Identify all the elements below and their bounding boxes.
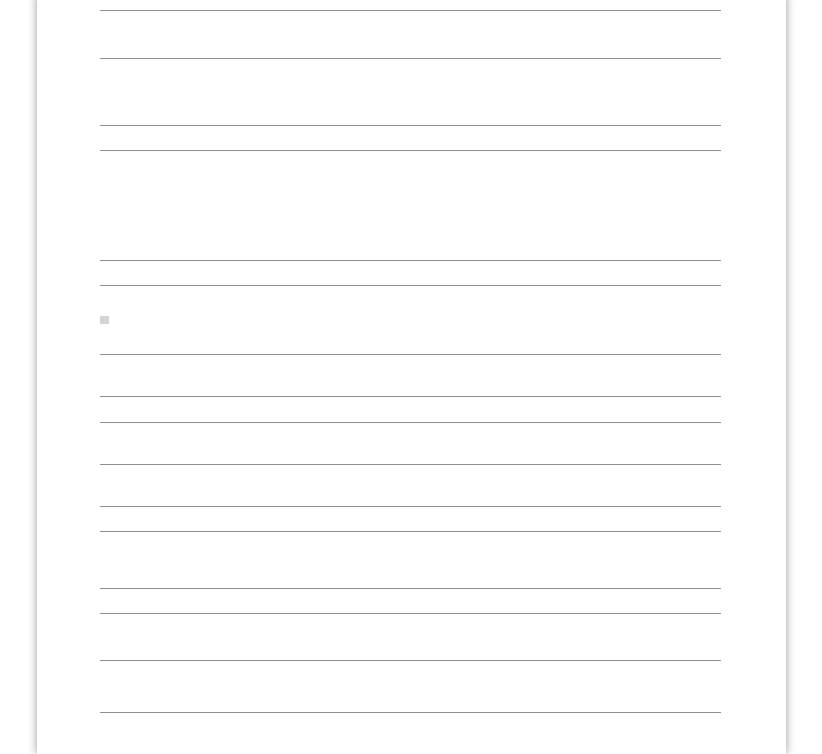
section-header <box>100 316 109 324</box>
row-label <box>100 634 283 640</box>
table-row <box>100 614 721 661</box>
row-label <box>100 89 283 95</box>
row-label <box>100 516 283 522</box>
row-label <box>100 684 283 690</box>
row-label <box>100 203 283 209</box>
document-page <box>37 0 786 754</box>
table-row <box>100 355 721 397</box>
row-label <box>100 441 283 447</box>
row-label <box>100 483 283 489</box>
results-table <box>100 0 721 713</box>
table-row <box>100 661 721 713</box>
row-label <box>100 270 283 276</box>
row-label <box>100 407 283 413</box>
table-row <box>100 532 721 589</box>
subsection-label <box>100 373 721 379</box>
row-label <box>100 32 283 38</box>
table-row <box>100 286 721 355</box>
table-row <box>100 126 721 151</box>
table-row <box>100 423 721 465</box>
table-row <box>100 59 721 126</box>
table-row <box>100 0 721 11</box>
table-row <box>100 589 721 614</box>
table-row <box>100 11 721 59</box>
row-label <box>100 598 283 604</box>
subsection-label <box>100 135 721 141</box>
table-row <box>100 465 721 507</box>
table-row <box>100 151 721 261</box>
table-row <box>100 397 721 423</box>
table-row <box>100 507 721 532</box>
page-content <box>37 0 786 713</box>
row-label <box>100 557 283 563</box>
table-row <box>100 261 721 286</box>
